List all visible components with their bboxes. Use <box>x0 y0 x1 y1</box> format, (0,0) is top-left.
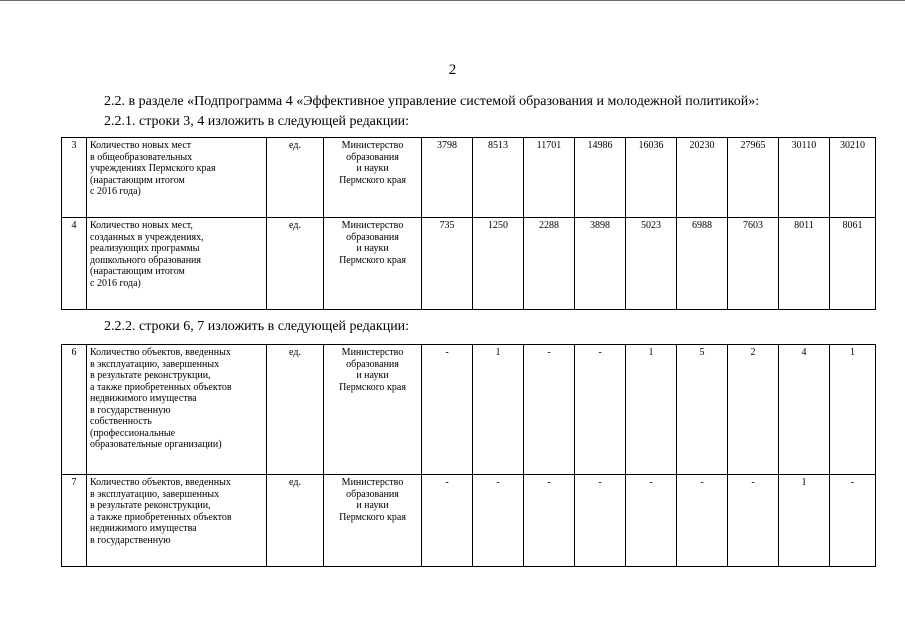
indicator-name-cell-line: Количество объектов, введенных <box>90 477 231 488</box>
responsible-ministry-cell-line: Пермского края <box>339 174 406 186</box>
row-number-cell: 3 <box>62 138 87 218</box>
value-cell: 20230 <box>677 138 728 218</box>
responsible-ministry-cell-line: образования <box>346 488 399 500</box>
responsible-ministry-cell-line: и науки <box>356 163 389 174</box>
indicator-name-cell-line: (профессиональные <box>90 427 176 439</box>
value-cell: - <box>830 475 876 567</box>
scan-edge-line <box>0 0 905 1</box>
responsible-ministry-cell-line: и науки <box>356 500 389 511</box>
table-row <box>62 138 876 218</box>
value-cell: 8011 <box>779 218 830 310</box>
responsible-ministry-cell <box>324 345 422 475</box>
page-number: 2 <box>448 62 457 78</box>
unit-cell: ед. <box>267 138 324 218</box>
value-cell: 1 <box>626 345 677 475</box>
unit-cell: ед. <box>267 475 324 567</box>
responsible-ministry-cell <box>324 475 422 567</box>
indicator-name-cell-line: собственность <box>90 416 152 427</box>
value-cell: - <box>524 345 575 475</box>
value-cell: - <box>728 475 779 567</box>
value-cell: 30110 <box>779 138 830 218</box>
responsible-ministry-cell <box>324 218 422 310</box>
indicators-table-2 <box>61 344 876 567</box>
value-cell: - <box>575 475 626 567</box>
responsible-ministry-cell-line: Министерство <box>341 477 404 488</box>
indicator-name-cell-line: в государственную <box>90 534 171 546</box>
indicator-name-cell-line: в эксплуатацию, завершенных <box>90 358 220 370</box>
value-cell: 27965 <box>728 138 779 218</box>
indicator-name-cell-line: а также приобретенных объектов <box>90 511 232 523</box>
indicator-name-cell-line: в эксплуатацию, завершенных <box>90 488 220 500</box>
value-cell: 1 <box>473 345 524 475</box>
indicator-name-cell-line: с 2016 года) <box>90 186 141 197</box>
indicator-name-cell-line: недвижимого имущества <box>90 393 197 404</box>
value-cell: 8513 <box>473 138 524 218</box>
value-cell: 11701 <box>524 138 575 218</box>
value-cell: - <box>473 475 524 567</box>
value-cell: 3898 <box>575 218 626 310</box>
value-cell: 7603 <box>728 218 779 310</box>
indicator-name-cell-line: дошкольного образования <box>90 254 202 266</box>
indicator-name-cell-line: в общеобразовательных <box>90 151 193 163</box>
indicator-name-cell <box>87 218 267 310</box>
indicator-name-cell-line: (нарастающим итогом <box>90 266 185 277</box>
indicator-name-cell-line: а также приобретенных объектов <box>90 381 232 393</box>
value-cell: 2 <box>728 345 779 475</box>
indicator-name-cell-line: образовательные организации) <box>90 439 222 450</box>
indicator-name-cell-line: учреждениях Пермского края <box>90 163 216 174</box>
value-cell: 30210 <box>830 138 876 218</box>
responsible-ministry-cell-line: образования <box>346 151 399 163</box>
table-row <box>62 218 876 310</box>
indicator-name-cell-line: (нарастающим итогом <box>90 174 185 186</box>
value-cell: - <box>422 475 473 567</box>
value-cell: 1 <box>830 345 876 475</box>
value-cell: - <box>677 475 728 567</box>
responsible-ministry-cell-line: и науки <box>356 370 389 381</box>
indicator-name-cell-line: Количество объектов, введенных <box>90 347 231 358</box>
value-cell: 5 <box>677 345 728 475</box>
indicator-name-cell-line: в результате реконструкции, <box>90 370 211 381</box>
subsection-heading-2-2-2: 2.2.2. строки 6, 7 изложить в следующей редакции: <box>104 319 410 334</box>
indicator-name-cell <box>87 138 267 218</box>
indicator-name-cell-line: Количество новых мест, <box>90 220 193 231</box>
indicator-name-cell-line: созданных в учреждениях, <box>90 231 204 243</box>
row-number-cell: 7 <box>62 475 87 567</box>
indicator-name-cell-line: недвижимого имущества <box>90 523 197 534</box>
subsection-heading-2-2-1: 2.2.1. строки 3, 4 изложить в следующей редакции: <box>104 114 410 129</box>
value-cell: 14986 <box>575 138 626 218</box>
indicator-name-cell <box>87 475 267 567</box>
unit-cell: ед. <box>267 345 324 475</box>
responsible-ministry-cell-line: Министерство <box>341 220 404 231</box>
indicator-name-cell-line: в результате реконструкции, <box>90 500 211 511</box>
value-cell: 5023 <box>626 218 677 310</box>
value-cell: - <box>575 345 626 475</box>
value-cell: 6988 <box>677 218 728 310</box>
value-cell: - <box>422 345 473 475</box>
indicator-name-cell-line: реализующих программы <box>90 243 200 254</box>
value-cell: 3798 <box>422 138 473 218</box>
responsible-ministry-cell <box>324 138 422 218</box>
responsible-ministry-cell-line: Министерство <box>341 347 404 358</box>
value-cell: 1250 <box>473 218 524 310</box>
unit-cell: ед. <box>267 218 324 310</box>
responsible-ministry-cell-line: образования <box>346 231 399 243</box>
row-number-cell: 6 <box>62 345 87 475</box>
value-cell: 735 <box>422 218 473 310</box>
row-number-cell: 4 <box>62 218 87 310</box>
value-cell: - <box>626 475 677 567</box>
value-cell: - <box>524 475 575 567</box>
table-row <box>62 475 876 567</box>
value-cell: 2288 <box>524 218 575 310</box>
indicator-name-cell-line: в государственную <box>90 404 171 416</box>
responsible-ministry-cell-line: Пермского края <box>339 381 406 393</box>
value-cell: 1 <box>779 475 830 567</box>
indicator-name-cell-line: Количество новых мест <box>90 140 192 151</box>
table-row <box>62 345 876 475</box>
value-cell: 4 <box>779 345 830 475</box>
responsible-ministry-cell-line: образования <box>346 358 399 370</box>
value-cell: 16036 <box>626 138 677 218</box>
section-heading: 2.2. в разделе «Подпрограмма 4 «Эффективное управление системой образования и молодежной политикой»: <box>104 94 760 109</box>
responsible-ministry-cell-line: Министерство <box>341 140 404 151</box>
responsible-ministry-cell-line: Пермского края <box>339 511 406 523</box>
indicators-table-1 <box>61 137 876 310</box>
responsible-ministry-cell-line: Пермского края <box>339 254 406 266</box>
responsible-ministry-cell-line: и науки <box>356 243 389 254</box>
indicator-name-cell-line: с 2016 года) <box>90 277 141 289</box>
indicator-name-cell <box>87 345 267 475</box>
value-cell: 8061 <box>830 218 876 310</box>
